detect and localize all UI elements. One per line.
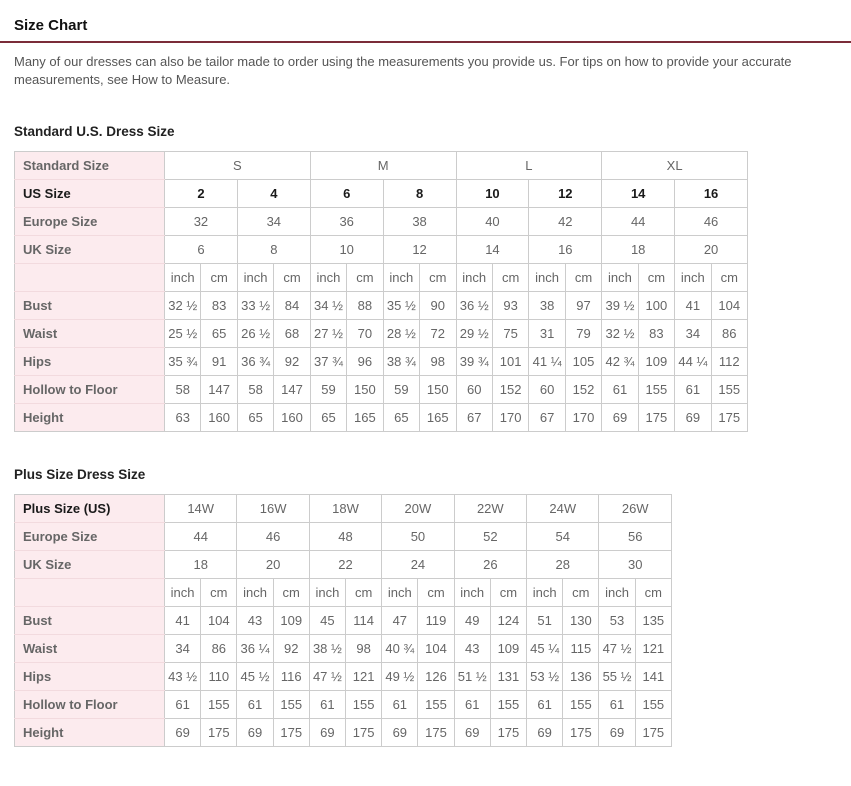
size-cell: 12	[383, 236, 456, 264]
row-label: Waist	[15, 635, 165, 663]
measurement-cell: 39 ¾	[456, 348, 492, 376]
unit-cell: cm	[492, 264, 528, 292]
size-cell: 18W	[309, 495, 381, 523]
row-label: US Size	[15, 180, 165, 208]
size-cell: 26	[454, 551, 526, 579]
measurement-cell: 40 ¾	[382, 635, 418, 663]
measurement-cell: 69	[382, 719, 418, 747]
measurement-cell: 49	[454, 607, 490, 635]
measurement-cell: 51 ½	[454, 663, 490, 691]
measurement-cell: 31	[529, 320, 565, 348]
row-label-empty	[15, 579, 165, 607]
measurement-cell: 119	[418, 607, 454, 635]
measurement-cell: 83	[201, 292, 237, 320]
size-row	[15, 236, 748, 264]
measurement-cell: 109	[490, 635, 526, 663]
size-cell: 46	[675, 208, 748, 236]
row-label: Height	[15, 404, 165, 432]
measurement-cell: 131	[490, 663, 526, 691]
measurement-cell: 45 ½	[237, 663, 273, 691]
measurement-row	[15, 292, 748, 320]
measurement-cell: 155	[563, 691, 599, 719]
measurement-cell: 136	[563, 663, 599, 691]
size-cell: 8	[237, 236, 310, 264]
size-cell: 20W	[382, 495, 454, 523]
size-cell: 8	[383, 180, 456, 208]
measurement-cell: 63	[165, 404, 201, 432]
measurement-cell: 34 ½	[310, 292, 346, 320]
unit-cell: cm	[490, 579, 526, 607]
row-label: Europe Size	[15, 208, 165, 236]
measurement-cell: 175	[201, 719, 237, 747]
plus-table-heading: Plus Size Dress Size	[14, 467, 146, 482]
size-cell: 30	[599, 551, 672, 579]
measurement-cell: 175	[635, 719, 671, 747]
measurement-cell: 147	[274, 376, 310, 404]
size-group-cell: M	[310, 152, 456, 180]
size-cell: 42	[529, 208, 602, 236]
size-row	[15, 180, 748, 208]
measurement-cell: 69	[675, 404, 711, 432]
measurement-cell: 114	[346, 607, 382, 635]
measurement-cell: 175	[490, 719, 526, 747]
measurement-cell: 61	[454, 691, 490, 719]
unit-cell: inch	[165, 579, 201, 607]
unit-cell: cm	[201, 264, 237, 292]
measurement-cell: 155	[635, 691, 671, 719]
unit-row	[15, 579, 672, 607]
size-cell: 4	[237, 180, 310, 208]
row-label: Hollow to Floor	[15, 691, 165, 719]
measurement-row	[15, 348, 748, 376]
unit-cell: cm	[635, 579, 671, 607]
measurement-row	[15, 691, 672, 719]
size-cell: 32	[165, 208, 238, 236]
row-label: Hollow to Floor	[15, 376, 165, 404]
measurement-cell: 36 ¼	[237, 635, 273, 663]
unit-cell: inch	[309, 579, 345, 607]
measurement-cell: 155	[638, 376, 674, 404]
size-cell: 16	[675, 180, 748, 208]
measurement-cell: 170	[565, 404, 601, 432]
unit-cell: inch	[602, 264, 638, 292]
size-cell: 34	[237, 208, 310, 236]
unit-cell: cm	[711, 264, 747, 292]
measurement-cell: 38	[529, 292, 565, 320]
measurement-cell: 29 ½	[456, 320, 492, 348]
row-label: Bust	[15, 607, 165, 635]
measurement-cell: 61	[527, 691, 563, 719]
measurement-cell: 39 ½	[602, 292, 638, 320]
measurement-cell: 45	[309, 607, 345, 635]
row-label: UK Size	[15, 236, 165, 264]
size-cell: 16	[529, 236, 602, 264]
measurement-cell: 121	[635, 635, 671, 663]
measurement-row	[15, 719, 672, 747]
measurement-cell: 86	[201, 635, 237, 663]
measurement-cell: 43	[454, 635, 490, 663]
size-cell: 20	[237, 551, 309, 579]
unit-cell: cm	[638, 264, 674, 292]
page-title: Size Chart	[14, 17, 88, 34]
size-cell: 44	[602, 208, 675, 236]
measurement-cell: 47	[382, 607, 418, 635]
measurement-cell: 105	[565, 348, 601, 376]
measurement-cell: 34	[675, 320, 711, 348]
unit-cell: inch	[310, 264, 346, 292]
measurement-cell: 98	[346, 635, 382, 663]
measurement-cell: 155	[418, 691, 454, 719]
measurement-cell: 47 ½	[309, 663, 345, 691]
plus-size-table	[14, 494, 672, 747]
measurement-cell: 115	[563, 635, 599, 663]
measurement-cell: 155	[273, 691, 309, 719]
measurement-cell: 67	[456, 404, 492, 432]
measurement-cell: 49 ½	[382, 663, 418, 691]
unit-cell: cm	[565, 264, 601, 292]
measurement-cell: 175	[346, 719, 382, 747]
row-label: Waist	[15, 320, 165, 348]
row-label: UK Size	[15, 551, 165, 579]
measurement-cell: 175	[563, 719, 599, 747]
row-label: Hips	[15, 348, 165, 376]
measurement-cell: 70	[347, 320, 383, 348]
measurement-cell: 93	[492, 292, 528, 320]
row-label: Height	[15, 719, 165, 747]
size-cell: 24	[382, 551, 454, 579]
measurement-cell: 112	[711, 348, 747, 376]
size-row	[15, 551, 672, 579]
measurement-cell: 61	[309, 691, 345, 719]
measurement-cell: 27 ½	[310, 320, 346, 348]
size-group-cell: S	[165, 152, 311, 180]
measurement-cell: 69	[165, 719, 201, 747]
measurement-row	[15, 404, 748, 432]
measurement-cell: 170	[492, 404, 528, 432]
measurement-cell: 65	[310, 404, 346, 432]
measurement-cell: 55 ½	[599, 663, 635, 691]
measurement-cell: 92	[274, 348, 310, 376]
standard-table-heading: Standard U.S. Dress Size	[14, 124, 175, 139]
measurement-cell: 92	[273, 635, 309, 663]
size-cell: 26W	[599, 495, 672, 523]
measurement-cell: 53 ½	[527, 663, 563, 691]
measurement-row	[15, 635, 672, 663]
measurement-cell: 86	[711, 320, 747, 348]
measurement-cell: 104	[201, 607, 237, 635]
size-cell: 38	[383, 208, 456, 236]
size-cell: 40	[456, 208, 529, 236]
measurement-cell: 61	[599, 691, 635, 719]
size-cell: 18	[165, 551, 237, 579]
measurement-cell: 41 ¼	[529, 348, 565, 376]
row-label: Standard Size	[15, 152, 165, 180]
unit-cell: inch	[237, 264, 273, 292]
size-cell: 36	[310, 208, 383, 236]
unit-cell: inch	[165, 264, 201, 292]
measurement-cell: 72	[420, 320, 456, 348]
standard-size-table	[14, 151, 748, 432]
measurement-cell: 61	[237, 691, 273, 719]
measurement-cell: 83	[638, 320, 674, 348]
measurement-cell: 75	[492, 320, 528, 348]
measurement-cell: 135	[635, 607, 671, 635]
measurement-row	[15, 607, 672, 635]
measurement-cell: 45 ¼	[527, 635, 563, 663]
measurement-cell: 61	[165, 691, 201, 719]
size-cell: 6	[310, 180, 383, 208]
measurement-cell: 34	[165, 635, 201, 663]
measurement-row	[15, 320, 748, 348]
unit-cell: cm	[420, 264, 456, 292]
row-label: Plus Size (US)	[15, 495, 165, 523]
measurement-cell: 38 ¾	[383, 348, 419, 376]
measurement-cell: 104	[711, 292, 747, 320]
measurement-cell: 155	[346, 691, 382, 719]
measurement-cell: 67	[529, 404, 565, 432]
measurement-cell: 65	[201, 320, 237, 348]
size-group-row	[15, 152, 748, 180]
intro-text: Many of our dresses can also be tailor made to order using the measurements you provide us. For tips on how to provide your accurate measurements, see How to Measure.	[14, 54, 792, 87]
measurement-cell: 59	[383, 376, 419, 404]
measurement-cell: 141	[635, 663, 671, 691]
size-cell: 14	[456, 236, 529, 264]
unit-cell: inch	[527, 579, 563, 607]
size-cell: 28	[527, 551, 599, 579]
size-cell: 54	[527, 523, 599, 551]
size-cell: 46	[237, 523, 309, 551]
unit-row	[15, 264, 748, 292]
measurement-cell: 42 ¾	[602, 348, 638, 376]
measurement-cell: 47 ½	[599, 635, 635, 663]
measurement-cell: 109	[638, 348, 674, 376]
measurement-cell: 98	[420, 348, 456, 376]
measurement-cell: 175	[711, 404, 747, 432]
measurement-cell: 110	[201, 663, 237, 691]
size-row	[15, 208, 748, 236]
unit-cell: cm	[201, 579, 237, 607]
size-cell: 44	[165, 523, 237, 551]
measurement-cell: 35 ½	[383, 292, 419, 320]
size-cell: 10	[456, 180, 529, 208]
measurement-cell: 155	[201, 691, 237, 719]
measurement-cell: 60	[456, 376, 492, 404]
measurement-cell: 61	[382, 691, 418, 719]
measurement-cell: 160	[274, 404, 310, 432]
measurement-cell: 165	[347, 404, 383, 432]
measurement-cell: 36 ¾	[237, 348, 273, 376]
size-cell: 14	[602, 180, 675, 208]
size-cell: 22W	[454, 495, 526, 523]
size-cell: 48	[309, 523, 381, 551]
measurement-cell: 155	[490, 691, 526, 719]
measurement-cell: 44 ¼	[675, 348, 711, 376]
measurement-cell: 65	[383, 404, 419, 432]
measurement-cell: 53	[599, 607, 635, 635]
unit-cell: inch	[454, 579, 490, 607]
measurement-cell: 61	[602, 376, 638, 404]
measurement-cell: 84	[274, 292, 310, 320]
measurement-cell: 43	[237, 607, 273, 635]
unit-cell: cm	[274, 264, 310, 292]
measurement-cell: 33 ½	[237, 292, 273, 320]
size-group-cell: L	[456, 152, 602, 180]
measurement-cell: 101	[492, 348, 528, 376]
measurement-cell: 147	[201, 376, 237, 404]
measurement-cell: 69	[237, 719, 273, 747]
measurement-cell: 28 ½	[383, 320, 419, 348]
measurement-cell: 25 ½	[165, 320, 201, 348]
size-row	[15, 523, 672, 551]
size-cell: 16W	[237, 495, 309, 523]
size-cell: 50	[382, 523, 454, 551]
row-label: Europe Size	[15, 523, 165, 551]
measurement-cell: 96	[347, 348, 383, 376]
measurement-cell: 175	[638, 404, 674, 432]
measurement-cell: 126	[418, 663, 454, 691]
measurement-cell: 97	[565, 292, 601, 320]
size-cell: 20	[675, 236, 748, 264]
size-row	[15, 495, 672, 523]
measurement-cell: 175	[273, 719, 309, 747]
row-label-empty	[15, 264, 165, 292]
measurement-cell: 51	[527, 607, 563, 635]
measurement-cell: 121	[346, 663, 382, 691]
measurement-cell: 152	[492, 376, 528, 404]
size-cell: 14W	[165, 495, 237, 523]
measurement-cell: 91	[201, 348, 237, 376]
measurement-row	[15, 663, 672, 691]
measurement-cell: 58	[165, 376, 201, 404]
measurement-cell: 130	[563, 607, 599, 635]
measurement-cell: 43 ½	[165, 663, 201, 691]
unit-cell: cm	[418, 579, 454, 607]
measurement-cell: 32 ½	[602, 320, 638, 348]
measurement-cell: 59	[310, 376, 346, 404]
size-cell: 6	[165, 236, 238, 264]
size-cell: 24W	[527, 495, 599, 523]
measurement-cell: 41	[165, 607, 201, 635]
measurement-cell: 68	[274, 320, 310, 348]
measurement-cell: 104	[418, 635, 454, 663]
measurement-row	[15, 376, 748, 404]
measurement-cell: 79	[565, 320, 601, 348]
unit-cell: cm	[347, 264, 383, 292]
size-cell: 52	[454, 523, 526, 551]
measurement-cell: 65	[237, 404, 273, 432]
unit-cell: inch	[599, 579, 635, 607]
measurement-cell: 61	[675, 376, 711, 404]
measurement-cell: 32 ½	[165, 292, 201, 320]
row-label: Bust	[15, 292, 165, 320]
measurement-cell: 152	[565, 376, 601, 404]
unit-cell: cm	[273, 579, 309, 607]
unit-cell: inch	[237, 579, 273, 607]
unit-cell: cm	[346, 579, 382, 607]
measurement-cell: 175	[418, 719, 454, 747]
measurement-cell: 26 ½	[237, 320, 273, 348]
unit-cell: inch	[675, 264, 711, 292]
row-label: Hips	[15, 663, 165, 691]
size-cell: 22	[309, 551, 381, 579]
measurement-cell: 109	[273, 607, 309, 635]
measurement-cell: 116	[273, 663, 309, 691]
measurement-cell: 41	[675, 292, 711, 320]
measurement-cell: 35 ¾	[165, 348, 201, 376]
unit-cell: inch	[456, 264, 492, 292]
size-cell: 10	[310, 236, 383, 264]
unit-cell: cm	[563, 579, 599, 607]
measurement-cell: 165	[420, 404, 456, 432]
size-cell: 2	[165, 180, 238, 208]
measurement-cell: 69	[602, 404, 638, 432]
measurement-cell: 69	[527, 719, 563, 747]
measurement-cell: 150	[347, 376, 383, 404]
measurement-cell: 60	[529, 376, 565, 404]
measurement-cell: 58	[237, 376, 273, 404]
unit-cell: inch	[383, 264, 419, 292]
size-group-cell: XL	[602, 152, 748, 180]
unit-cell: inch	[529, 264, 565, 292]
measurement-cell: 155	[711, 376, 747, 404]
measurement-cell: 90	[420, 292, 456, 320]
measurement-cell: 100	[638, 292, 674, 320]
size-cell: 18	[602, 236, 675, 264]
measurement-cell: 36 ½	[456, 292, 492, 320]
size-cell: 12	[529, 180, 602, 208]
measurement-cell: 69	[309, 719, 345, 747]
measurement-cell: 124	[490, 607, 526, 635]
measurement-cell: 69	[454, 719, 490, 747]
unit-cell: inch	[382, 579, 418, 607]
size-cell: 56	[599, 523, 672, 551]
measurement-cell: 150	[420, 376, 456, 404]
measurement-cell: 37 ¾	[310, 348, 346, 376]
measurement-cell: 88	[347, 292, 383, 320]
measurement-cell: 69	[599, 719, 635, 747]
measurement-cell: 38 ½	[309, 635, 345, 663]
measurement-cell: 160	[201, 404, 237, 432]
title-divider	[0, 41, 851, 43]
